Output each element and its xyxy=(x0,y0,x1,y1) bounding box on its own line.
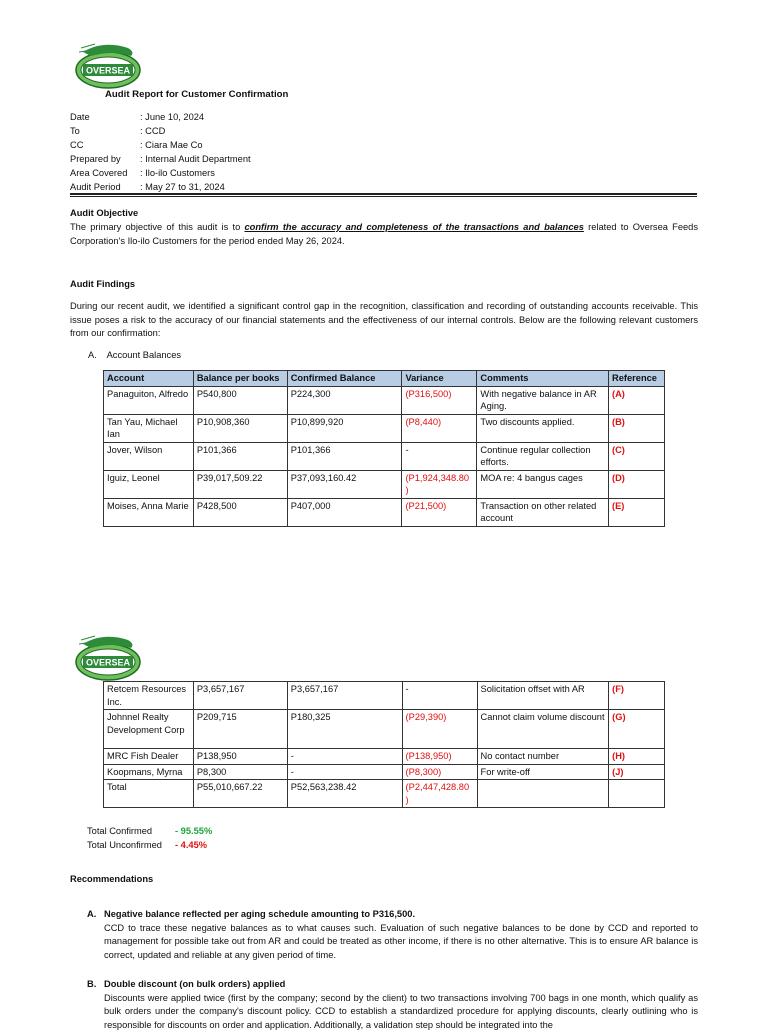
cell-books: P3,657,167 xyxy=(193,682,287,710)
meta-value: : Ciara Mae Co xyxy=(140,138,203,152)
cell-account: Retcem Resources Inc. xyxy=(104,682,194,710)
table-row xyxy=(104,498,665,526)
cell-variance: (P8,300) xyxy=(402,764,477,780)
cell-books: P39,017,509.22 xyxy=(193,470,287,498)
cell-reference: (A) xyxy=(609,386,665,414)
meta-value: : June 10, 2024 xyxy=(140,110,204,124)
cell-reference: (C) xyxy=(609,442,665,470)
cell-account: Jover, Wilson xyxy=(104,442,194,470)
cell-confirmed: P3,657,167 xyxy=(287,682,402,710)
cell-variance: (P1,924,348.80 ) xyxy=(402,470,477,498)
cell-comment: With negative balance in AR Aging. xyxy=(477,386,609,414)
cell-account: Total xyxy=(104,780,194,808)
cell-confirmed: P10,899,920 xyxy=(287,414,402,442)
meta-value: : Internal Audit Department xyxy=(140,152,251,166)
cell-reference xyxy=(609,780,665,808)
account-balances-heading: A. Account Balances xyxy=(88,350,181,360)
col-header: Balance per books xyxy=(193,371,287,387)
recommendations-heading: Recommendations xyxy=(70,874,153,884)
cell-variance: - xyxy=(402,682,477,710)
meta-label: Audit Period xyxy=(70,180,140,194)
cell-account: Tan Yau, Michael Ian xyxy=(104,414,194,442)
cell-comment: No contact number xyxy=(477,749,609,765)
col-header: Variance xyxy=(402,371,477,387)
account-balances-table xyxy=(103,370,665,527)
findings-text: During our recent audit, we identified a significant control gap in the recognition, classification and recording of outstanding accounts receivable. This issue poses a risk to the accuracy of our financial statements and the effectiveness of our internal controls. Below are the following relevant customers from our confirmation: xyxy=(70,300,698,341)
recommendation-letter: A. xyxy=(87,908,96,922)
meta-value: : CCD xyxy=(140,124,165,138)
cell-comment: Transaction on other related account xyxy=(477,498,609,526)
totals-summary xyxy=(87,824,212,852)
cell-account: Iguiz, Leonel xyxy=(104,470,194,498)
cell-confirmed: P37,093,160.42 xyxy=(287,470,402,498)
cell-reference: (B) xyxy=(609,414,665,442)
table-row xyxy=(104,414,665,442)
cell-books: P540,800 xyxy=(193,386,287,414)
cell-books: P10,908,360 xyxy=(193,414,287,442)
divider xyxy=(70,196,697,197)
meta-label: Date xyxy=(70,110,140,124)
recommendation-item xyxy=(88,908,698,962)
cell-books: P428,500 xyxy=(193,498,287,526)
cell-account: Koopmans, Myrna xyxy=(104,764,194,780)
cell-reference: (E) xyxy=(609,498,665,526)
cell-books: P8,300 xyxy=(193,764,287,780)
cell-comment: MOA re: 4 bangus cages xyxy=(477,470,609,498)
total-confirmed-value: - 95.55% xyxy=(175,826,212,836)
meta-value: : May 27 to 31, 2024 xyxy=(140,180,225,194)
cell-variance: (P21,500) xyxy=(402,498,477,526)
meta-label: Prepared by xyxy=(70,152,140,166)
recommendation-body: CCD to trace these negative balances as to what causes such. Evaluation of such negative balances to be done by CCD and reported to management for possible take out from AR and could be treated as other income, if there is no other alternative. This is to ensure AR balance is correct, updated and reliable at any given period of time. xyxy=(104,922,698,963)
cell-reference: (D) xyxy=(609,470,665,498)
meta-label: Area Covered xyxy=(70,166,140,180)
table-row xyxy=(104,442,665,470)
recommendation-title: Double discount (on bulk orders) applied xyxy=(104,978,698,992)
cell-comment: For write-off xyxy=(477,764,609,780)
col-header: Confirmed Balance xyxy=(287,371,402,387)
cell-reference: (F) xyxy=(609,682,665,710)
oversea-logo xyxy=(73,630,143,680)
cell-reference: (G) xyxy=(609,710,665,749)
divider xyxy=(70,193,697,195)
cell-confirmed: P180,325 xyxy=(287,710,402,749)
cell-account: MRC Fish Dealer xyxy=(104,749,194,765)
cell-confirmed: P101,366 xyxy=(287,442,402,470)
cell-account: Panaguiton, Alfredo xyxy=(104,386,194,414)
meta-label: CC xyxy=(70,138,140,152)
oversea-logo xyxy=(73,38,143,88)
report-title: Audit Report for Customer Confirmation xyxy=(105,89,288,100)
report-meta xyxy=(70,110,251,194)
cell-account: Moises, Anna Marie xyxy=(104,498,194,526)
total-confirmed-label: Total Confirmed xyxy=(87,824,175,838)
cell-comment: Cannot claim volume discount xyxy=(477,710,609,749)
cell-confirmed: P224,300 xyxy=(287,386,402,414)
cell-variance: - xyxy=(402,442,477,470)
table-row xyxy=(104,386,665,414)
recommendation-body: Discounts were applied twice (first by the company; second by the client) to two transactions involving 700 bags in one month, which qualify as bulk orders under the company's discount policy. CCD to establish a standardized procedure for applying discounts, clearly outlining who is responsible for discounts on order and application. Additionally, a validation step should be integrated into the xyxy=(104,992,698,1032)
findings-heading: Audit Findings xyxy=(70,279,135,289)
col-header: Comments xyxy=(477,371,609,387)
col-header: Reference xyxy=(609,371,665,387)
cell-confirmed: - xyxy=(287,764,402,780)
col-header: Account xyxy=(104,371,194,387)
svg-text:OVERSEA: OVERSEA xyxy=(86,658,131,668)
cell-books: P209,715 xyxy=(193,710,287,749)
cell-confirmed: P407,000 xyxy=(287,498,402,526)
objective-heading: Audit Objective xyxy=(70,208,138,218)
table-row xyxy=(104,764,665,780)
cell-variance: (P29,390) xyxy=(402,710,477,749)
table-header-row xyxy=(104,371,665,387)
cell-variance: (P138,950) xyxy=(402,749,477,765)
cell-reference: (J) xyxy=(609,764,665,780)
cell-variance: (P316,500) xyxy=(402,386,477,414)
account-balances-table-continued xyxy=(103,681,665,808)
total-unconfirmed-value: - 4.45% xyxy=(175,840,207,850)
cell-variance: (P2,447,428.80 ) xyxy=(402,780,477,808)
cell-reference: (H) xyxy=(609,749,665,765)
recommendation-title: Negative balance reflected per aging schedule amounting to P316,500. xyxy=(104,908,698,922)
cell-books: P55,010,667.22 xyxy=(193,780,287,808)
recommendation-letter: B. xyxy=(87,978,96,992)
cell-confirmed: - xyxy=(287,749,402,765)
svg-text:OVERSEA: OVERSEA xyxy=(86,66,131,76)
cell-account: Johnnel Realty Development Corp xyxy=(104,710,194,749)
total-unconfirmed-label: Total Unconfirmed xyxy=(87,838,175,852)
meta-value: : Ilo-ilo Customers xyxy=(140,166,215,180)
cell-comment: Continue regular collection efforts. xyxy=(477,442,609,470)
table-row xyxy=(104,682,665,710)
cell-comment: Solicitation offset with AR xyxy=(477,682,609,710)
table-total-row xyxy=(104,780,665,808)
objective-text: The primary objective of this audit is to confirm the accuracy and completeness of the transactions and balances related to Oversea Feeds Corporation's Ilo-ilo Customers for the period ended May 26, 2024. xyxy=(70,221,698,248)
table-row xyxy=(104,710,665,749)
cell-books: P101,366 xyxy=(193,442,287,470)
cell-comment xyxy=(477,780,609,808)
cell-comment: Two discounts applied. xyxy=(477,414,609,442)
meta-label: To xyxy=(70,124,140,138)
table-row xyxy=(104,749,665,765)
cell-books: P138,950 xyxy=(193,749,287,765)
cell-confirmed: P52,563,238.42 xyxy=(287,780,402,808)
table-row xyxy=(104,470,665,498)
cell-variance: (P8,440) xyxy=(402,414,477,442)
